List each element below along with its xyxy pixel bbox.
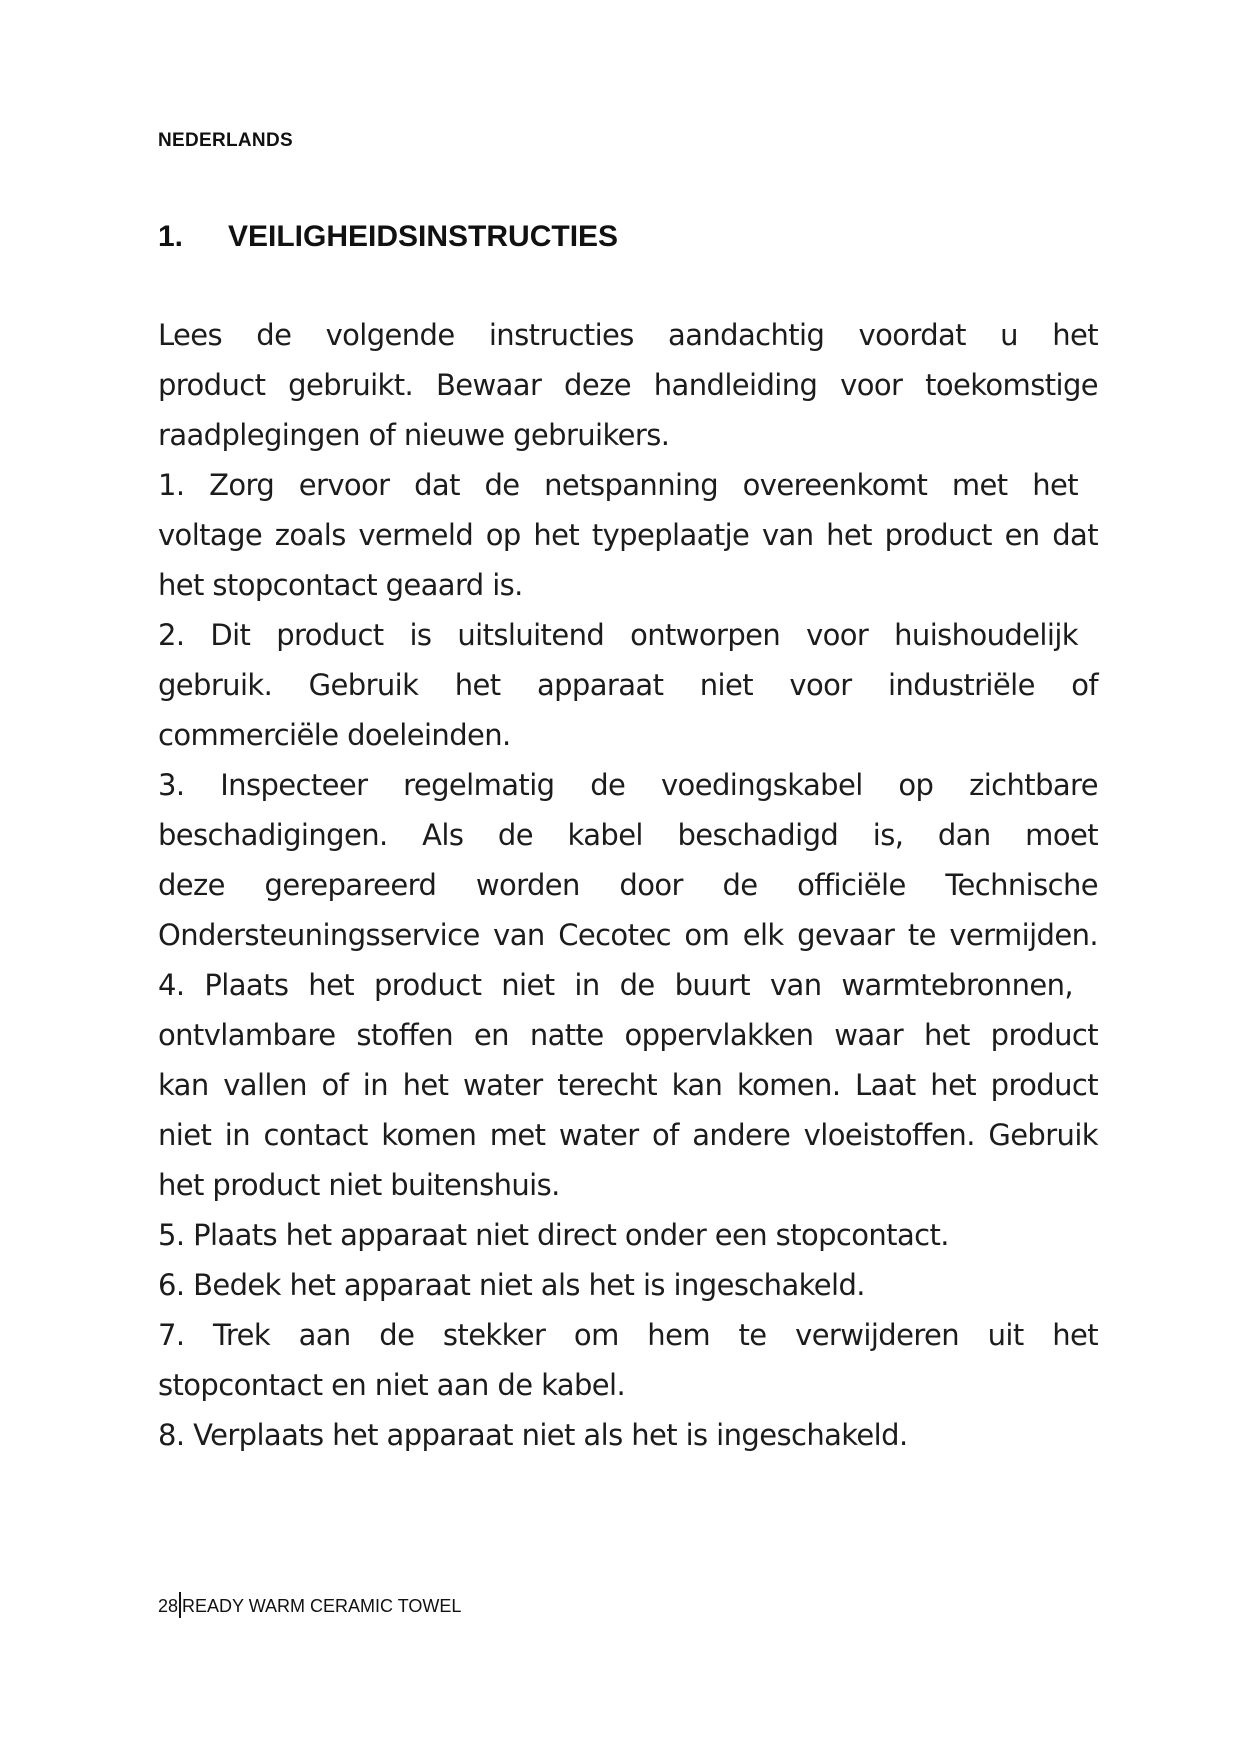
page-number: 28	[158, 1595, 179, 1616]
text-line: raadplegingen of nieuwe gebruikers.	[158, 418, 670, 452]
text-line: 1. Zorg ervoor dat de netspanning overeenkomt met het	[158, 468, 1078, 502]
page-footer	[158, 1594, 461, 1620]
text-line: commerciële doeleinden.	[158, 718, 511, 752]
text-line: Lees de volgende instructies aandachtig voordat u het	[158, 318, 1098, 352]
text-line: voltage zoals vermeld op het typeplaatje van het product en dat	[158, 518, 1098, 552]
text-line: 3. Inspecteer regelmatig de voedingskabel op zichtbare	[158, 768, 1098, 802]
text-line: beschadigingen. Als de kabel beschadigd is, dan moet	[158, 818, 1098, 852]
text-line: kan vallen of in het water terecht kan komen. Laat het product	[158, 1068, 1098, 1102]
section-title: VEILIGHEIDSINSTRUCTIES	[228, 220, 619, 253]
text-line: het stopcontact geaard is.	[158, 568, 523, 602]
text-line: product gebruikt. Bewaar deze handleiding voor toekomstige	[158, 368, 1098, 402]
instructions-body	[158, 310, 1098, 1460]
text-line: 4. Plaats het product niet in de buurt van warmtebronnen,	[158, 968, 1073, 1002]
text-line: gebruik. Gebruik het apparaat niet voor industriële of	[158, 668, 1098, 702]
product-name: READY WARM CERAMIC TOWEL	[182, 1595, 462, 1616]
text-line: 2. Dit product is uitsluitend ontworpen voor huishoudelijk	[158, 618, 1078, 652]
text-line: 6. Bedek het apparaat niet als het is ingeschakeld.	[158, 1268, 865, 1302]
section-number: 1.	[158, 220, 184, 253]
text-line: niet in contact komen met water of andere vloeistoffen. Gebruik	[158, 1118, 1098, 1152]
text-line: stopcontact en niet aan de kabel.	[158, 1368, 626, 1402]
text-line: deze gerepareerd worden door de officiële Technische	[158, 868, 1098, 902]
text-line: het product niet buitenshuis.	[158, 1168, 560, 1202]
text-line: 5. Plaats het apparaat niet direct onder een stopcontact.	[158, 1218, 949, 1252]
language-label: NEDERLANDS	[158, 130, 293, 151]
text-line: 7. Trek aan de stekker om hem te verwijderen uit het	[158, 1318, 1098, 1352]
text-line: ontvlambare stoffen en natte oppervlakken waar het product	[158, 1018, 1098, 1052]
footer-divider	[179, 1592, 181, 1618]
section-heading	[158, 220, 618, 254]
text-line: 8. Verplaats het apparaat niet als het is ingeschakeld.	[158, 1418, 908, 1452]
text-line: Ondersteuningsservice van Cecotec om elk gevaar te vermijden.	[158, 918, 1098, 952]
